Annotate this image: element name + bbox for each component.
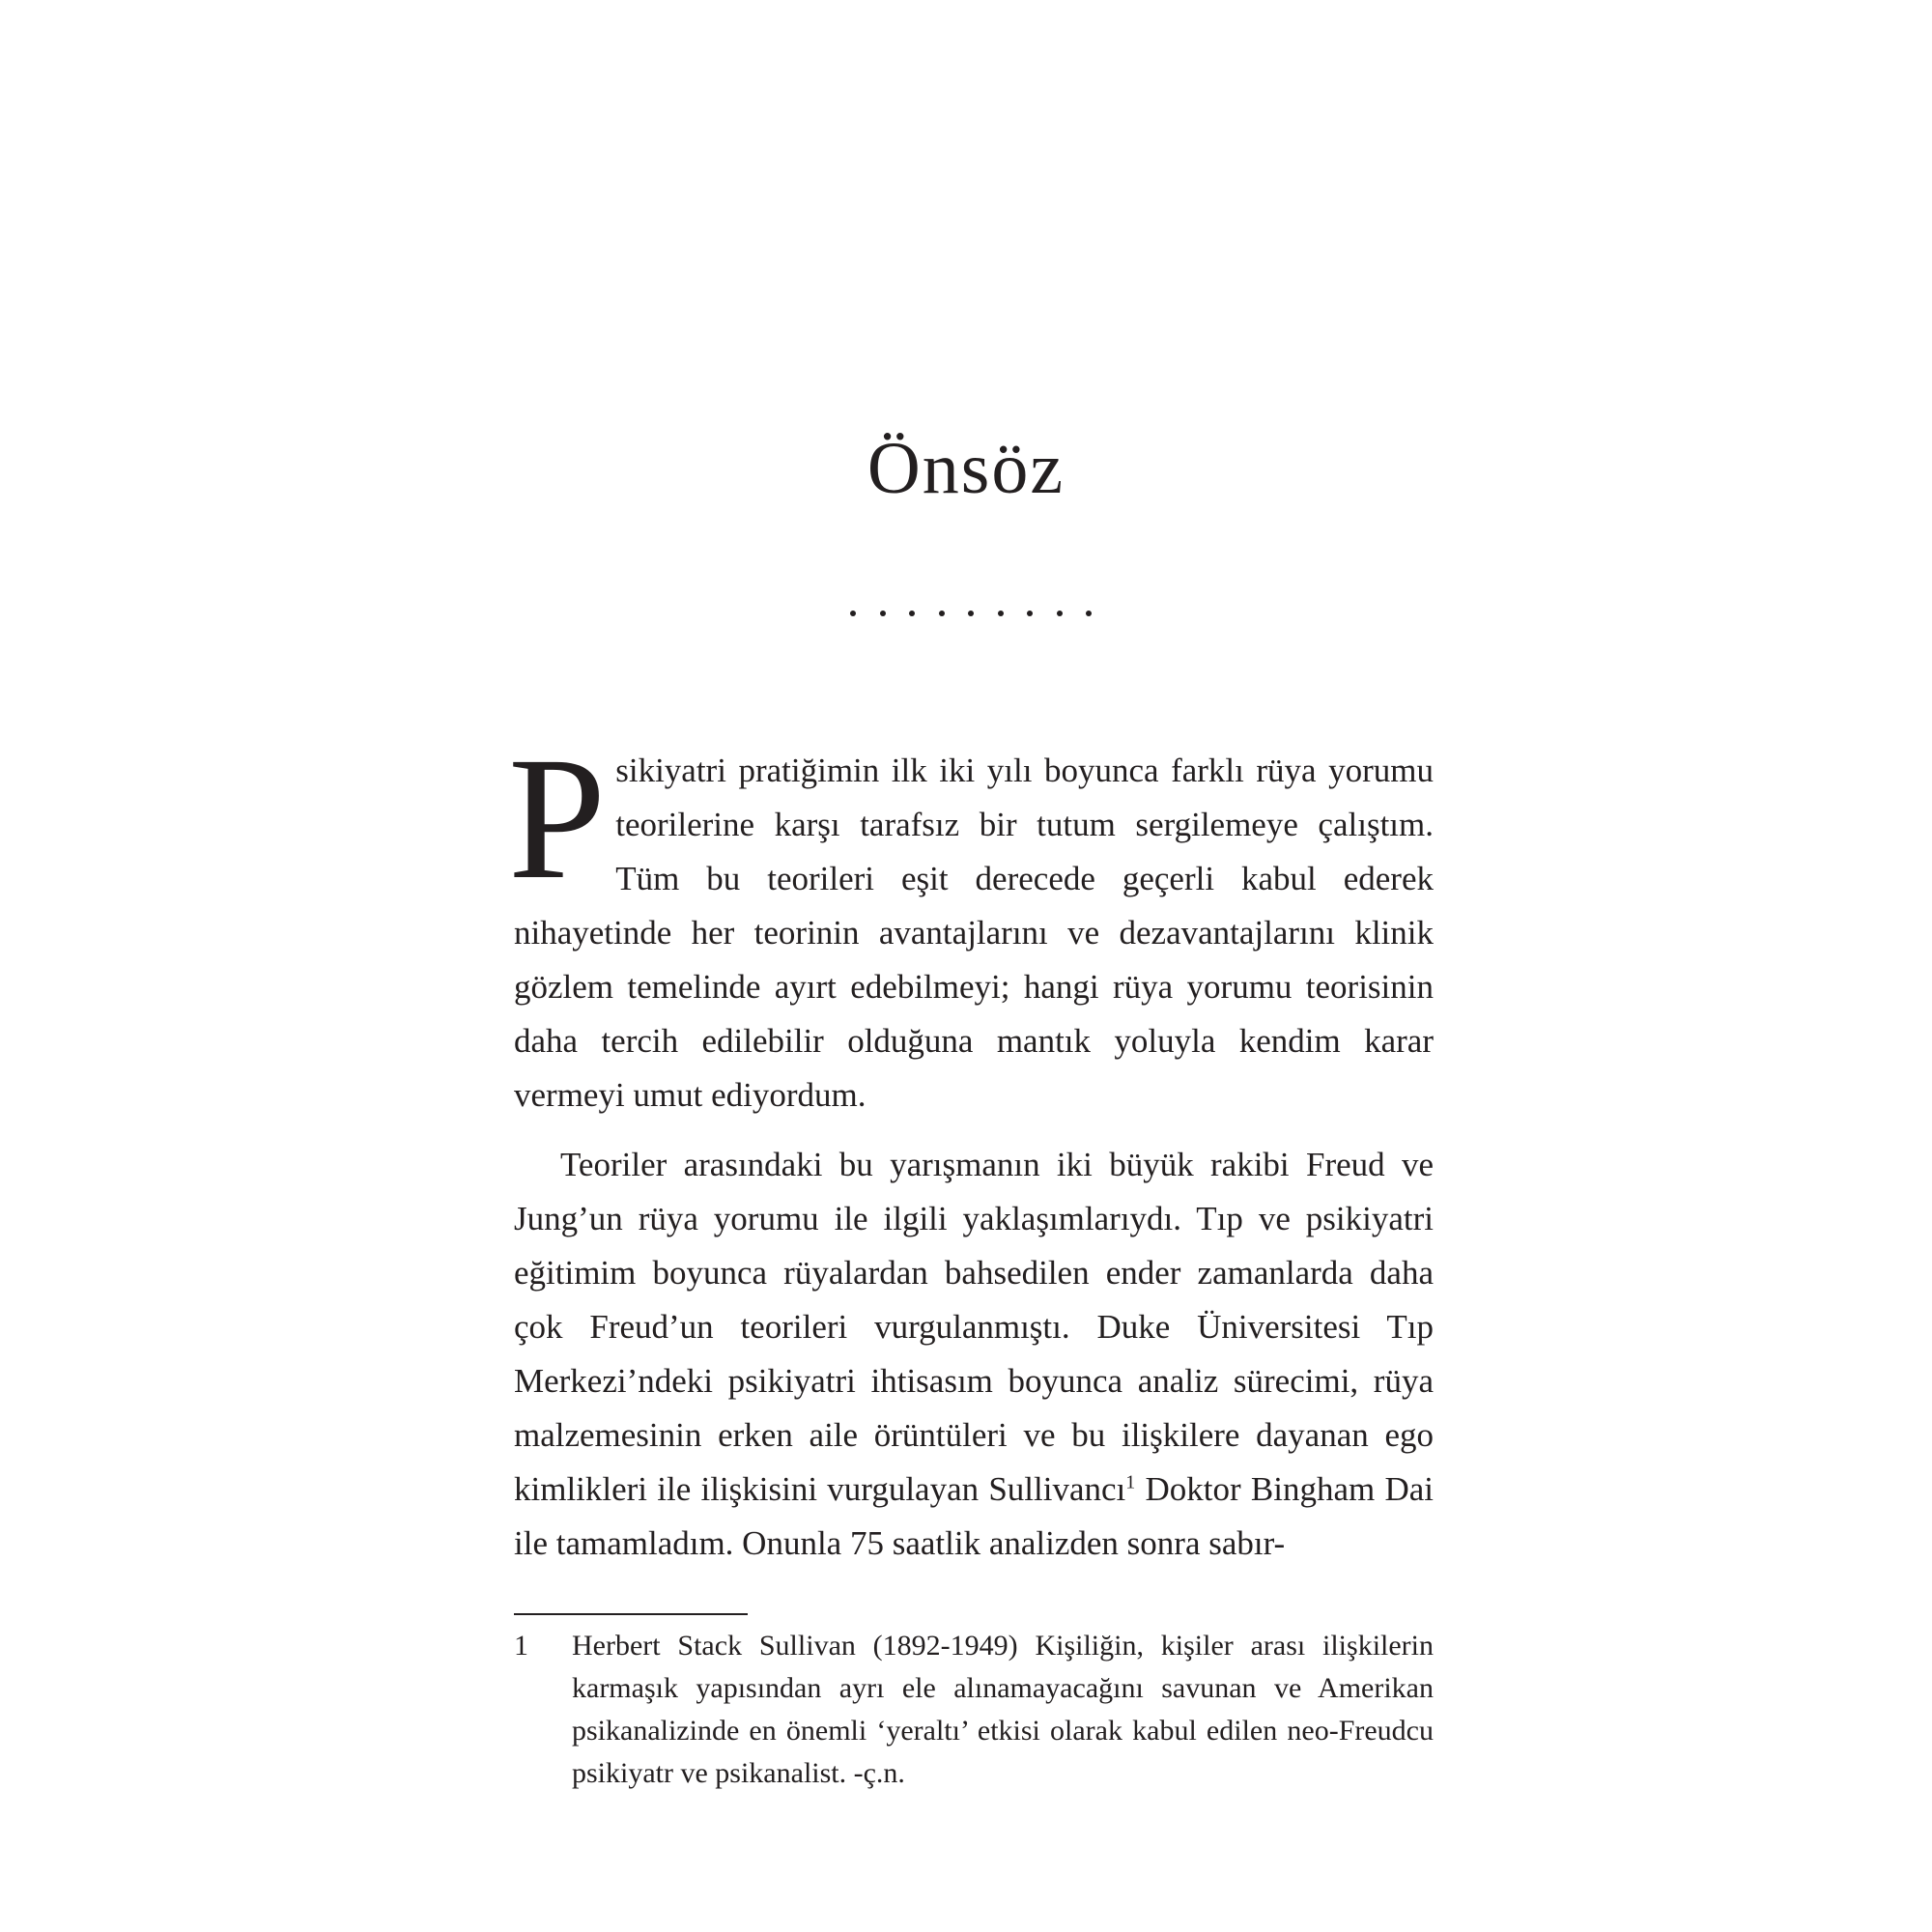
ornament-dot (1086, 611, 1092, 616)
ornament-dot (939, 611, 945, 616)
ornament-dot (998, 611, 1004, 616)
footnote-text: Herbert Stack Sullivan (1892-1949) Kişiliğin, kişiler arası ilişkilerin karmaşık yapısından ayrı ele alınamayacağını savunan ve Amerikan psikanalizinde en önemli ‘yeraltı’ etkisi olarak kabul edilen neo-Freudcu psikiyatr ve psikanalist. -ç.n. (572, 1630, 1434, 1789)
paragraph-2-text-end: Doktor Bingham Dai ile tamamladım. Onunla 75 saatlik analizden sonra sabır- (514, 1470, 1434, 1562)
paragraph-2 (514, 1138, 1434, 1571)
drop-cap: P (508, 722, 607, 916)
ornament-dots (850, 611, 1092, 616)
footnote-reference: 1 (1125, 1471, 1136, 1493)
ornament-dot (1057, 611, 1063, 616)
footnote-number: 1 (514, 1630, 528, 1662)
paragraph-1 (508, 722, 1434, 1122)
footnote (514, 1625, 1434, 1795)
ornament-dot (880, 611, 886, 616)
footnote-divider (514, 1613, 748, 1615)
ornament-dot (909, 611, 915, 616)
ornament-dot (968, 611, 974, 616)
chapter-title: Önsöz (867, 428, 1065, 509)
paragraph-1-text: sikiyatri pratiğimin ilk iki yılı boyunca farklı rüya yorumu teorilerine karşı tarafsız bir tutum sergilemeye çalıştım. Tüm bu teorileri eşit derecede geçerli kabul ederek nihayetinde her teorinin avantajlarını ve dezavantajlarını klinik gözlem temelinde ayırt edebilmeyi; hangi rüya yorumu teorisinin daha tercih edilebilir olduğuna mantık yoluyla kendim karar vermeyi umut ediyordum. (514, 752, 1434, 1114)
ornament-dot (850, 611, 856, 616)
paragraph-2-text-start: Teoriler arasındaki bu yarışmanın iki büyük rakibi Freud ve Jung’un rüya yorumu ile ilgili yaklaşımlarıydı. Tıp ve psikiyatri eğitimim boyunca rüyalardan bahsedilen ender zamanlarda daha çok Freud’un teorileri vurgulanmıştı. Duke Üniversitesi Tıp Merkezi’ndeki psikiyatri ihtisasım boyunca analiz sürecimi, rüya malzemesinin erken aile örüntüleri ve bu ilişkilere dayanan ego kimlikleri ile ilişkisini vurgulayan Sullivancı (514, 1146, 1434, 1508)
ornament-dot (1027, 611, 1033, 616)
